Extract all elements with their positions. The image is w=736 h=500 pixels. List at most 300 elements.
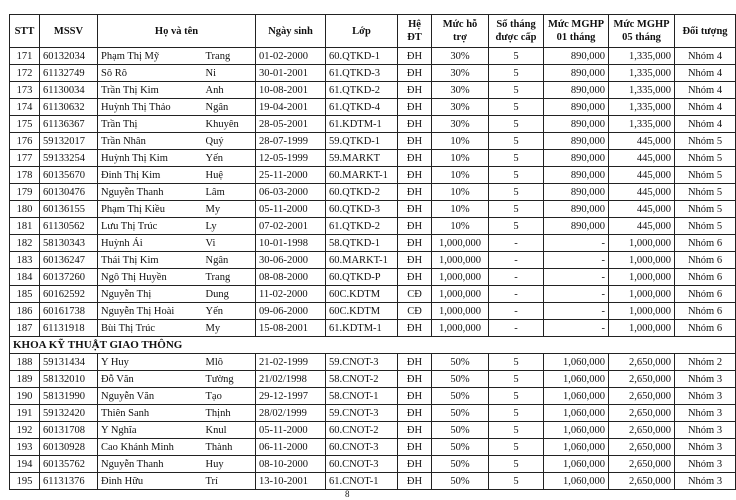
cell-ho: Đỗ Văn (98, 371, 204, 388)
cell-so-thang: 5 (489, 133, 544, 150)
cell-stt: 192 (10, 422, 40, 439)
cell-so-thang: 5 (489, 388, 544, 405)
cell-ten: Trang (204, 269, 256, 286)
table-body-transport (10, 354, 736, 490)
cell-ten: Dung (204, 286, 256, 303)
cell-stt: 194 (10, 456, 40, 473)
cell-muc-ho-tro: 1,000,000 (432, 235, 489, 252)
cell-mssv: 60131708 (40, 422, 98, 439)
cell-doi-tuong: Nhóm 4 (675, 48, 736, 65)
cell-doi-tuong: Nhóm 5 (675, 133, 736, 150)
section-title: KHOA KỸ THUẬT GIAO THÔNG (10, 337, 736, 354)
cell-stt: 187 (10, 320, 40, 337)
cell-ho: Phạm Thị Kiều (98, 201, 204, 218)
cell-stt: 185 (10, 286, 40, 303)
cell-mssv: 61132749 (40, 65, 98, 82)
header-doi-tuong: Đối tượng (675, 15, 736, 48)
cell-he-dt: ĐH (398, 201, 432, 218)
cell-ten: Tạo (204, 388, 256, 405)
cell-he-dt: ĐH (398, 354, 432, 371)
cell-doi-tuong: Nhóm 5 (675, 167, 736, 184)
cell-ten: Ly (204, 218, 256, 235)
cell-he-dt: ĐH (398, 235, 432, 252)
cell-mghp-05: 2,650,000 (609, 473, 675, 490)
cell-lop: 60.QTKD-1 (326, 48, 398, 65)
cell-mghp-01: 890,000 (544, 184, 609, 201)
cell-lop: 58.CNOT-1 (326, 388, 398, 405)
cell-doi-tuong: Nhóm 6 (675, 320, 736, 337)
cell-muc-ho-tro: 50% (432, 405, 489, 422)
table-row (10, 456, 736, 473)
table-row (10, 235, 736, 252)
cell-so-thang: 5 (489, 116, 544, 133)
cell-mghp-01: 890,000 (544, 48, 609, 65)
cell-mghp-05: 2,650,000 (609, 371, 675, 388)
cell-lop: 58.CNOT-2 (326, 371, 398, 388)
cell-ho: Huỳnh Thị Thảo (98, 99, 204, 116)
cell-ngay-sinh: 06-03-2000 (256, 184, 326, 201)
cell-ten: Thành (204, 439, 256, 456)
cell-muc-ho-tro: 30% (432, 82, 489, 99)
cell-muc-ho-tro: 30% (432, 48, 489, 65)
cell-mssv: 59131434 (40, 354, 98, 371)
cell-ngay-sinh: 05-11-2000 (256, 201, 326, 218)
cell-ngay-sinh: 28-05-2001 (256, 116, 326, 133)
cell-lop: 60.QTKD-P (326, 269, 398, 286)
cell-ten: Huy (204, 456, 256, 473)
cell-he-dt: ĐH (398, 150, 432, 167)
cell-muc-ho-tro: 30% (432, 116, 489, 133)
cell-ho: Đinh Hữu (98, 473, 204, 490)
cell-muc-ho-tro: 1,000,000 (432, 303, 489, 320)
table-row (10, 99, 736, 116)
cell-mssv: 58132010 (40, 371, 98, 388)
cell-ngay-sinh: 01-02-2000 (256, 48, 326, 65)
cell-mghp-01: - (544, 286, 609, 303)
cell-he-dt: ĐH (398, 422, 432, 439)
cell-mghp-05: 445,000 (609, 184, 675, 201)
cell-ten: Yến (204, 303, 256, 320)
cell-mghp-05: 1,335,000 (609, 48, 675, 65)
cell-ho: Đinh Thị Kim (98, 167, 204, 184)
cell-muc-ho-tro: 1,000,000 (432, 320, 489, 337)
cell-ngay-sinh: 30-06-2000 (256, 252, 326, 269)
table-row (10, 133, 736, 150)
header-so-thang: Số tháng được cấp (489, 15, 544, 48)
cell-so-thang: 5 (489, 405, 544, 422)
cell-so-thang: 5 (489, 371, 544, 388)
cell-doi-tuong: Nhóm 3 (675, 388, 736, 405)
table-row (10, 116, 736, 133)
cell-ho: Nguyễn Thanh (98, 184, 204, 201)
cell-so-thang: 5 (489, 354, 544, 371)
cell-mssv: 59133254 (40, 150, 98, 167)
cell-muc-ho-tro: 50% (432, 354, 489, 371)
cell-muc-ho-tro: 30% (432, 65, 489, 82)
cell-so-thang: 5 (489, 184, 544, 201)
cell-mghp-01: 1,060,000 (544, 473, 609, 490)
cell-ngay-sinh: 05-11-2000 (256, 422, 326, 439)
cell-mghp-01: 890,000 (544, 201, 609, 218)
cell-muc-ho-tro: 1,000,000 (432, 286, 489, 303)
cell-he-dt: ĐH (398, 456, 432, 473)
cell-mghp-01: 1,060,000 (544, 388, 609, 405)
cell-stt: 173 (10, 82, 40, 99)
cell-so-thang: - (489, 235, 544, 252)
cell-doi-tuong: Nhóm 5 (675, 201, 736, 218)
cell-mssv: 61130632 (40, 99, 98, 116)
page-number: 8 (345, 489, 350, 499)
table-header-row (10, 15, 736, 48)
cell-mghp-01: 1,060,000 (544, 439, 609, 456)
table-row (10, 473, 736, 490)
cell-ten: Yến (204, 150, 256, 167)
cell-mghp-05: 445,000 (609, 201, 675, 218)
cell-ngay-sinh: 10-08-2001 (256, 82, 326, 99)
cell-lop: 61.QTKD-2 (326, 218, 398, 235)
cell-doi-tuong: Nhóm 6 (675, 286, 736, 303)
header-ngay-sinh: Ngày sinh (256, 15, 326, 48)
cell-muc-ho-tro: 50% (432, 456, 489, 473)
cell-stt: 180 (10, 201, 40, 218)
cell-he-dt: ĐH (398, 116, 432, 133)
cell-lop: 58.QTKD-1 (326, 235, 398, 252)
table-row (10, 167, 736, 184)
cell-mghp-01: 890,000 (544, 218, 609, 235)
cell-lop: 61.QTKD-4 (326, 99, 398, 116)
cell-ten: Huệ (204, 167, 256, 184)
cell-so-thang: 5 (489, 473, 544, 490)
table-row (10, 320, 736, 337)
cell-so-thang: 5 (489, 456, 544, 473)
cell-muc-ho-tro: 10% (432, 167, 489, 184)
cell-ngay-sinh: 25-11-2000 (256, 167, 326, 184)
cell-mghp-01: 890,000 (544, 150, 609, 167)
cell-muc-ho-tro: 50% (432, 439, 489, 456)
cell-mghp-05: 2,650,000 (609, 439, 675, 456)
cell-he-dt: CĐ (398, 303, 432, 320)
cell-stt: 191 (10, 405, 40, 422)
cell-stt: 171 (10, 48, 40, 65)
cell-doi-tuong: Nhóm 5 (675, 184, 736, 201)
section-row (10, 337, 736, 354)
cell-doi-tuong: Nhóm 4 (675, 65, 736, 82)
cell-muc-ho-tro: 10% (432, 150, 489, 167)
cell-mghp-01: - (544, 235, 609, 252)
cell-ngay-sinh: 15-08-2001 (256, 320, 326, 337)
cell-ho: Cao Khánh Minh (98, 439, 204, 456)
cell-stt: 184 (10, 269, 40, 286)
cell-ho: Nguyễn Thị Hoài (98, 303, 204, 320)
cell-doi-tuong: Nhóm 5 (675, 150, 736, 167)
cell-so-thang: 5 (489, 65, 544, 82)
cell-so-thang: - (489, 320, 544, 337)
cell-mssv: 60130476 (40, 184, 98, 201)
cell-doi-tuong: Nhóm 3 (675, 473, 736, 490)
cell-muc-ho-tro: 50% (432, 473, 489, 490)
cell-he-dt: ĐH (398, 320, 432, 337)
cell-ho: Phạm Thị Mỹ (98, 48, 204, 65)
table-row (10, 439, 736, 456)
cell-ngay-sinh: 10-01-1998 (256, 235, 326, 252)
cell-ho: Lưu Thị Trúc (98, 218, 204, 235)
cell-ngay-sinh: 21-02-1999 (256, 354, 326, 371)
cell-mssv: 61136367 (40, 116, 98, 133)
cell-mssv: 61130562 (40, 218, 98, 235)
table-body-economics (10, 48, 736, 337)
cell-doi-tuong: Nhóm 3 (675, 456, 736, 473)
cell-mghp-05: 2,650,000 (609, 354, 675, 371)
cell-stt: 193 (10, 439, 40, 456)
cell-mssv: 60137260 (40, 269, 98, 286)
cell-stt: 190 (10, 388, 40, 405)
cell-mssv: 60162592 (40, 286, 98, 303)
cell-ho: Huỳnh Thị Kim (98, 150, 204, 167)
cell-he-dt: ĐH (398, 48, 432, 65)
header-muc-ho-tro: Mức hỗ trợ (432, 15, 489, 48)
cell-ngay-sinh: 12-05-1999 (256, 150, 326, 167)
cell-ten: My (204, 201, 256, 218)
cell-mghp-01: - (544, 269, 609, 286)
cell-he-dt: ĐH (398, 269, 432, 286)
cell-ten: Lâm (204, 184, 256, 201)
cell-mghp-05: 1,000,000 (609, 320, 675, 337)
cell-lop: 60C.KDTM (326, 286, 398, 303)
cell-mghp-01: 890,000 (544, 82, 609, 99)
cell-muc-ho-tro: 50% (432, 371, 489, 388)
cell-lop: 60C.KDTM (326, 303, 398, 320)
cell-muc-ho-tro: 1,000,000 (432, 252, 489, 269)
cell-stt: 188 (10, 354, 40, 371)
table-row (10, 405, 736, 422)
cell-he-dt: ĐH (398, 252, 432, 269)
table-row (10, 48, 736, 65)
cell-ho: Bùi Thị Trúc (98, 320, 204, 337)
cell-so-thang: 5 (489, 48, 544, 65)
cell-ho: Y Huy (98, 354, 204, 371)
cell-doi-tuong: Nhóm 6 (675, 235, 736, 252)
cell-mghp-05: 1,335,000 (609, 116, 675, 133)
cell-ho: Trần Thị Kim (98, 82, 204, 99)
cell-mghp-05: 2,650,000 (609, 456, 675, 473)
cell-ngay-sinh: 30-01-2001 (256, 65, 326, 82)
cell-mghp-01: 890,000 (544, 99, 609, 116)
cell-ho: Ngô Thị Huyền (98, 269, 204, 286)
table-row (10, 286, 736, 303)
cell-so-thang: 5 (489, 82, 544, 99)
cell-mssv: 59132420 (40, 405, 98, 422)
cell-doi-tuong: Nhóm 4 (675, 99, 736, 116)
cell-ten: Vi (204, 235, 256, 252)
cell-mssv: 58130343 (40, 235, 98, 252)
cell-doi-tuong: Nhóm 4 (675, 82, 736, 99)
cell-mghp-01: 1,060,000 (544, 354, 609, 371)
cell-mghp-01: 1,060,000 (544, 456, 609, 473)
header-lop: Lớp (326, 15, 398, 48)
table-row (10, 303, 736, 320)
cell-mssv: 60136247 (40, 252, 98, 269)
cell-ten: Ngân (204, 252, 256, 269)
cell-muc-ho-tro: 50% (432, 388, 489, 405)
cell-mghp-01: 890,000 (544, 133, 609, 150)
cell-stt: 182 (10, 235, 40, 252)
cell-stt: 183 (10, 252, 40, 269)
cell-so-thang: 5 (489, 439, 544, 456)
cell-he-dt: ĐH (398, 388, 432, 405)
cell-lop: 59.CNOT-3 (326, 354, 398, 371)
cell-doi-tuong: Nhóm 3 (675, 371, 736, 388)
cell-ho: Nguyễn Thị (98, 286, 204, 303)
cell-stt: 179 (10, 184, 40, 201)
cell-lop: 60.MARKT-1 (326, 167, 398, 184)
cell-mssv: 59132017 (40, 133, 98, 150)
cell-lop: 61.CNOT-1 (326, 473, 398, 490)
table-row (10, 218, 736, 235)
cell-ho: Nguyễn Văn (98, 388, 204, 405)
cell-stt: 178 (10, 167, 40, 184)
cell-ho: Thiên Sanh (98, 405, 204, 422)
cell-ngay-sinh: 06-11-2000 (256, 439, 326, 456)
cell-stt: 174 (10, 99, 40, 116)
cell-muc-ho-tro: 10% (432, 133, 489, 150)
header-stt: STT (10, 15, 40, 48)
cell-mssv: 60130928 (40, 439, 98, 456)
section-row-group (10, 337, 736, 354)
cell-ngay-sinh: 19-04-2001 (256, 99, 326, 116)
cell-muc-ho-tro: 10% (432, 218, 489, 235)
cell-ten: Thịnh (204, 405, 256, 422)
cell-lop: 60.QTKD-3 (326, 201, 398, 218)
cell-stt: 181 (10, 218, 40, 235)
cell-so-thang: 5 (489, 99, 544, 116)
cell-mssv: 58131990 (40, 388, 98, 405)
cell-stt: 172 (10, 65, 40, 82)
table-row (10, 269, 736, 286)
cell-mssv: 61131376 (40, 473, 98, 490)
cell-lop: 61.KDTM-1 (326, 320, 398, 337)
cell-mssv: 61130034 (40, 82, 98, 99)
cell-mghp-01: - (544, 252, 609, 269)
cell-lop: 60.QTKD-2 (326, 184, 398, 201)
cell-he-dt: ĐH (398, 167, 432, 184)
cell-so-thang: 5 (489, 422, 544, 439)
cell-lop: 60.MARKT-1 (326, 252, 398, 269)
table-row (10, 65, 736, 82)
cell-ho: Nguyễn Thanh (98, 456, 204, 473)
cell-muc-ho-tro: 30% (432, 99, 489, 116)
cell-mghp-05: 1,000,000 (609, 286, 675, 303)
cell-mghp-05: 1,335,000 (609, 82, 675, 99)
cell-lop: 59.CNOT-3 (326, 405, 398, 422)
scholarship-table (9, 14, 736, 490)
cell-ten: Anh (204, 82, 256, 99)
cell-doi-tuong: Nhóm 6 (675, 303, 736, 320)
table-row (10, 252, 736, 269)
cell-lop: 60.CNOT-3 (326, 456, 398, 473)
cell-stt: 195 (10, 473, 40, 490)
cell-mssv: 60132034 (40, 48, 98, 65)
cell-muc-ho-tro: 1,000,000 (432, 269, 489, 286)
cell-ten: Knul (204, 422, 256, 439)
cell-he-dt: ĐH (398, 218, 432, 235)
cell-lop: 61.QTKD-2 (326, 82, 398, 99)
cell-mssv: 60161738 (40, 303, 98, 320)
cell-mghp-01: - (544, 303, 609, 320)
cell-ho: Huỳnh Ái (98, 235, 204, 252)
cell-ngay-sinh: 21/02/1998 (256, 371, 326, 388)
table-row (10, 82, 736, 99)
cell-he-dt: ĐH (398, 439, 432, 456)
cell-mghp-01: 890,000 (544, 116, 609, 133)
cell-mghp-05: 1,000,000 (609, 235, 675, 252)
cell-mssv: 60135670 (40, 167, 98, 184)
cell-so-thang: 5 (489, 167, 544, 184)
cell-mghp-05: 2,650,000 (609, 405, 675, 422)
cell-he-dt: ĐH (398, 184, 432, 201)
cell-so-thang: - (489, 303, 544, 320)
cell-muc-ho-tro: 10% (432, 201, 489, 218)
cell-ho: Thái Thị Kim (98, 252, 204, 269)
cell-he-dt: ĐH (398, 82, 432, 99)
cell-he-dt: ĐH (398, 371, 432, 388)
cell-stt: 186 (10, 303, 40, 320)
cell-ho: Y Nghĩa (98, 422, 204, 439)
cell-muc-ho-tro: 50% (432, 422, 489, 439)
cell-mghp-05: 1,000,000 (609, 252, 675, 269)
table-row (10, 371, 736, 388)
cell-doi-tuong: Nhóm 4 (675, 116, 736, 133)
table-row (10, 388, 736, 405)
cell-doi-tuong: Nhóm 3 (675, 422, 736, 439)
cell-doi-tuong: Nhóm 5 (675, 218, 736, 235)
header-he-dt: Hệ ĐT (398, 15, 432, 48)
cell-he-dt: ĐH (398, 405, 432, 422)
cell-ngay-sinh: 28-07-1999 (256, 133, 326, 150)
cell-mghp-05: 445,000 (609, 150, 675, 167)
cell-mghp-01: - (544, 320, 609, 337)
cell-mghp-01: 1,060,000 (544, 405, 609, 422)
cell-mghp-05: 445,000 (609, 167, 675, 184)
cell-mghp-01: 890,000 (544, 167, 609, 184)
cell-ngay-sinh: 08-08-2000 (256, 269, 326, 286)
cell-mssv: 60136155 (40, 201, 98, 218)
cell-mghp-05: 445,000 (609, 133, 675, 150)
cell-stt: 175 (10, 116, 40, 133)
cell-ten: Trang (204, 48, 256, 65)
cell-ten: Trí (204, 473, 256, 490)
cell-doi-tuong: Nhóm 2 (675, 354, 736, 371)
cell-mghp-01: 1,060,000 (544, 371, 609, 388)
table-row (10, 184, 736, 201)
cell-ten: Tường (204, 371, 256, 388)
cell-mssv: 61131918 (40, 320, 98, 337)
cell-ho: Trần Nhân (98, 133, 204, 150)
cell-he-dt: ĐH (398, 99, 432, 116)
header-mghp-05: Mức MGHP 05 tháng (609, 15, 675, 48)
cell-mghp-05: 1,335,000 (609, 99, 675, 116)
cell-lop: 59.MARKT (326, 150, 398, 167)
cell-lop: 60.CNOT-3 (326, 439, 398, 456)
cell-stt: 176 (10, 133, 40, 150)
cell-ngay-sinh: 08-10-2000 (256, 456, 326, 473)
cell-ngay-sinh: 13-10-2001 (256, 473, 326, 490)
header-ho-ten: Họ và tên (98, 15, 256, 48)
cell-ngay-sinh: 28/02/1999 (256, 405, 326, 422)
cell-ngay-sinh: 29-12-1997 (256, 388, 326, 405)
cell-lop: 60.CNOT-2 (326, 422, 398, 439)
cell-so-thang: 5 (489, 218, 544, 235)
cell-lop: 61.KDTM-1 (326, 116, 398, 133)
